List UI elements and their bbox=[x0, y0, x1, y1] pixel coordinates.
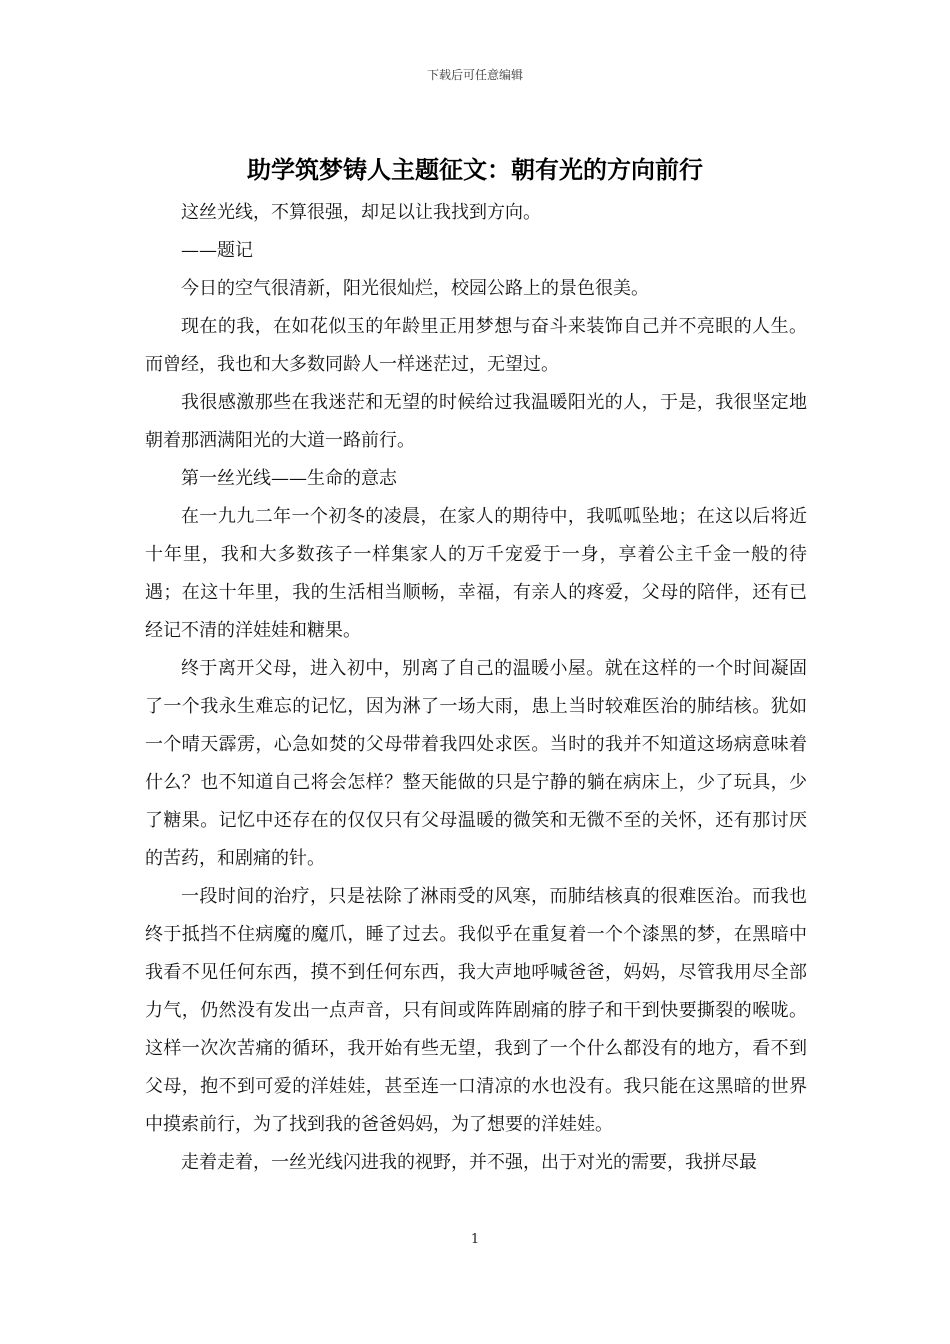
paragraph: 走着走着，一丝光线闪进我的视野，并不强，出于对光的需要，我拼尽最 bbox=[181, 1152, 757, 1173]
paragraph: 一段时间的治疗，只是祛除了淋雨受的风寒，而肺结核真的很难医治。而我也终于抵挡不住病魔的魔爪，睡了过去。我似乎在重复着一个个漆黑的梦，在黑暗中我看不见任何东西，摸不到任何东西，我大声地呼喊爸爸，妈妈，尽管我用尽全部力气，仍然没有发出一点声音，只有间或阵阵剧痛的脖子和干到快要撕裂的喉咙。这样一次次苦痛的循环，我开始有些无望，我到了一个什么都没有的地方，看不到父母，抱不到可爱的洋娃娃，甚至连一口清凉的水也没有。我只能在这黑暗的世界中摸索前行，为了找到我的爸爸妈妈，为了想要的洋娃娃。 bbox=[145, 886, 807, 1135]
paragraph: ——题记 bbox=[181, 240, 253, 261]
paragraph: 我很感激那些在我迷茫和无望的时候给过我温暖阳光的人，于是，我很坚定地朝着那洒满阳光的大道一路前行。 bbox=[145, 392, 807, 451]
section-heading: 第一丝光线——生命的意志 bbox=[181, 468, 397, 489]
paragraph: 今日的空气很清新，阳光很灿烂，校园公路上的景色很美。 bbox=[181, 278, 649, 299]
paragraph: 在一九九二年一个初冬的凌晨，在家人的期待中，我呱呱坠地；在这以后将近十年里，我和大多数孩子一样集家人的万千宠爱于一身，享着公主千金一般的待遇；在这十年里，我的生活相当顺畅，幸福，有亲人的疼爱，父母的陪伴，还有已经记不清的洋娃娃和糖果。 bbox=[145, 506, 807, 641]
paragraph: 现在的我，在如花似玉的年龄里正用梦想与奋斗来装饰自己并不亮眼的人生。而曾经，我也和大多数同龄人一样迷茫过，无望过。 bbox=[145, 316, 807, 375]
page-header-note: 下载后可任意编辑 bbox=[426, 68, 523, 82]
paragraph: 这丝光线，不算很强，却足以让我找到方向。 bbox=[181, 202, 541, 223]
paragraph: 终于离开父母，进入初中，别离了自己的温暖小屋。就在这样的一个时间凝固了一个我永生难忘的记忆，因为淋了一场大雨，患上当时较难医治的肺结核。犹如一个晴天霹雳，心急如焚的父母带着我四处求医。当时的我并不知道这场病意味着什么？也不知道自己将会怎样？整天能做的只是宁静的躺在病床上，少了玩具，少了糖果。记忆中还存在的仅仅只有父母温暖的微笑和无微不至的关怀，还有那讨厌的苦药，和剧痛的针。 bbox=[145, 658, 807, 869]
page-number: 1 bbox=[470, 1232, 480, 1247]
page-title: 助学筑梦铸人主题征文：朝有光的方向前行 bbox=[247, 155, 703, 184]
document-body bbox=[145, 194, 807, 1182]
